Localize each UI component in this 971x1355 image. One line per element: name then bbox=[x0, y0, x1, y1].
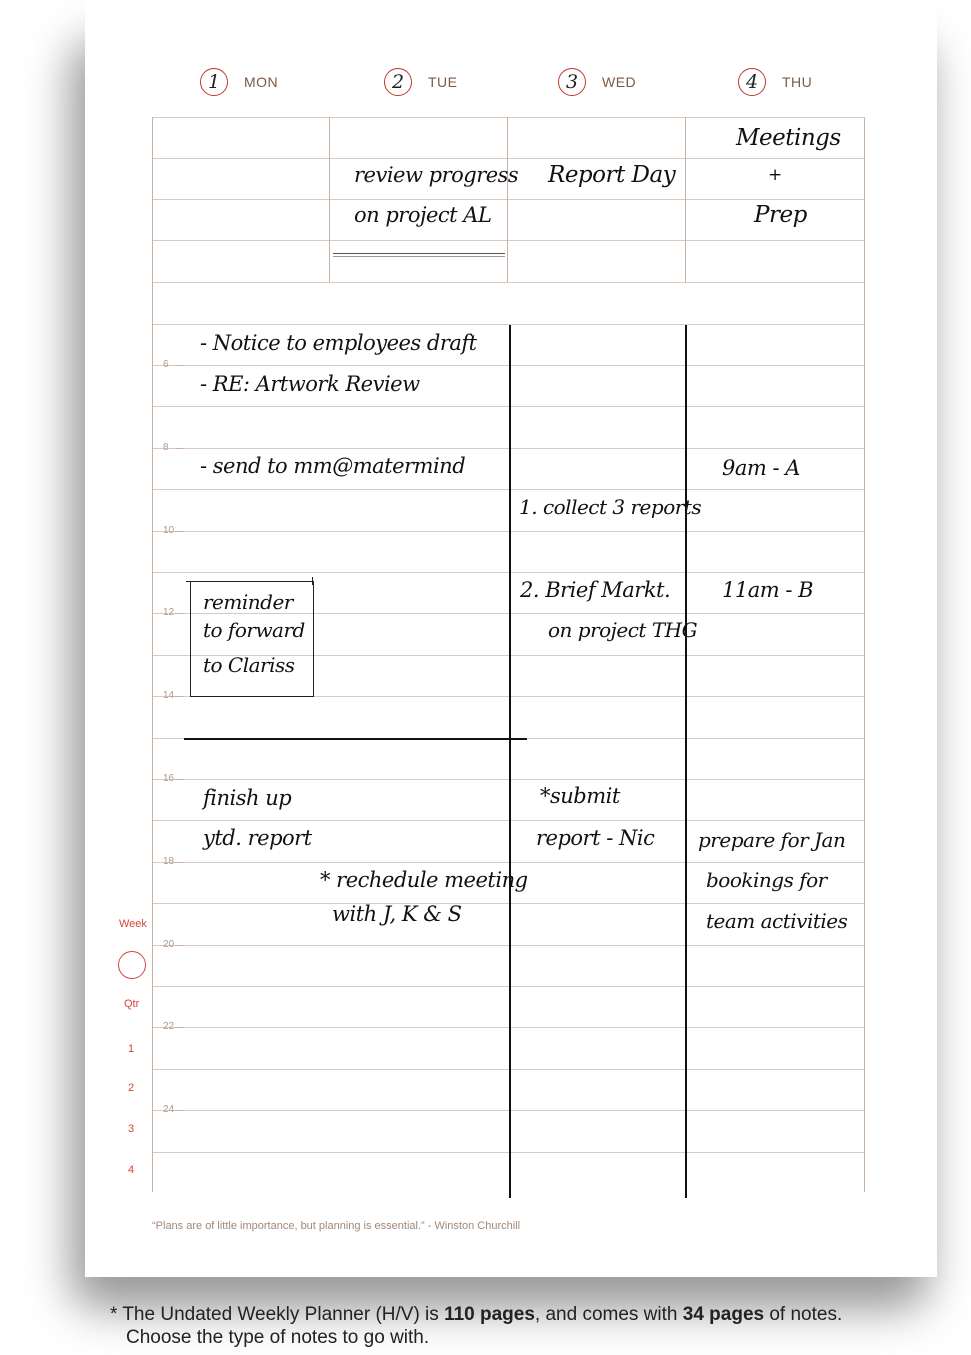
hour-label: 20 bbox=[163, 938, 175, 950]
ruled-line bbox=[152, 572, 864, 573]
day-name: THU bbox=[782, 74, 813, 90]
hour-label: 10 bbox=[163, 524, 175, 536]
footnote-text: * The Undated Weekly Planner (H/V) is bbox=[110, 1304, 445, 1325]
drawn-divider-line bbox=[685, 325, 687, 1198]
column-divider-wed-thu bbox=[685, 117, 686, 282]
ruled-line bbox=[152, 945, 864, 946]
footnote-text: , and comes with bbox=[534, 1304, 683, 1325]
day-number: 1 bbox=[200, 68, 228, 96]
qtr-label: Qtr bbox=[124, 998, 140, 1010]
hour-label: 8 bbox=[163, 441, 169, 453]
ruled-line bbox=[152, 489, 864, 490]
grid-right-border bbox=[864, 117, 865, 1192]
note-mon-box: reminder bbox=[203, 590, 293, 614]
note-thu: bookings for bbox=[706, 868, 827, 892]
note-wed: on project THG bbox=[548, 618, 698, 642]
week-label: Week bbox=[119, 918, 147, 930]
ruled-line bbox=[152, 1027, 864, 1028]
note-mon: with J, K & S bbox=[332, 902, 462, 926]
ruled-line bbox=[152, 903, 864, 904]
ruled-line bbox=[152, 986, 864, 987]
note-mon: - Notice to employees draft bbox=[200, 331, 477, 355]
note-thu: 9am - A bbox=[722, 456, 800, 480]
ruled-line bbox=[152, 1069, 864, 1070]
note-mon: - RE: Artwork Review bbox=[200, 372, 420, 396]
day-name: MON bbox=[244, 74, 279, 90]
note-mon-box: to forward bbox=[203, 618, 305, 642]
note-thu: team activities bbox=[706, 909, 848, 933]
note-thu: 11am - B bbox=[722, 578, 814, 602]
note-wed: 1. collect 3 reports bbox=[519, 495, 702, 519]
drawn-divider-line bbox=[509, 325, 511, 1198]
grid-left-border bbox=[152, 117, 153, 1192]
ruled-line bbox=[152, 406, 864, 407]
note-thu-top: Meetings bbox=[736, 125, 841, 151]
footnote-text: of notes. bbox=[764, 1304, 843, 1325]
qtr-1[interactable]: 1 bbox=[128, 1043, 135, 1055]
hour-label: 16 bbox=[163, 773, 175, 784]
day-header-wed bbox=[558, 68, 636, 96]
footnote-pages: 110 pages bbox=[444, 1304, 535, 1325]
day-number: 4 bbox=[738, 68, 766, 96]
ruled-line bbox=[152, 1110, 864, 1111]
day-number: 2 bbox=[384, 68, 412, 96]
column-divider-mon-tue bbox=[329, 117, 330, 282]
note-mon: * rechedule meeting bbox=[320, 868, 528, 892]
hour-label: 24 bbox=[163, 1104, 175, 1116]
ruled-line bbox=[152, 862, 864, 863]
ruled-line bbox=[152, 448, 864, 449]
box-corner bbox=[312, 577, 313, 585]
hour-label: 22 bbox=[163, 1021, 175, 1033]
ruled-line bbox=[152, 365, 864, 366]
day-number: 3 bbox=[558, 68, 586, 96]
ruled-line bbox=[152, 117, 864, 118]
note-wed-top: Report Day bbox=[548, 162, 676, 188]
ruled-line bbox=[152, 240, 864, 241]
day-name: TUE bbox=[428, 74, 458, 90]
drawn-underline bbox=[333, 253, 505, 257]
hour-label: 14 bbox=[163, 690, 175, 702]
day-header-tue bbox=[384, 68, 458, 96]
note-thu: prepare for Jan bbox=[698, 828, 846, 852]
qtr-4[interactable]: 4 bbox=[128, 1164, 135, 1176]
note-tue-top: on project AL bbox=[354, 203, 492, 227]
ruled-line bbox=[152, 820, 864, 821]
note-thu-top: + bbox=[768, 165, 782, 185]
ruled-line bbox=[152, 282, 864, 283]
quote: “Plans are of little importance, but planning is essential.” - Winston Churchill bbox=[152, 1220, 521, 1232]
note-mon-box: to Clariss bbox=[203, 653, 295, 677]
hour-label: 18 bbox=[163, 855, 175, 867]
note-wed: *submit bbox=[540, 784, 620, 808]
day-name: WED bbox=[602, 74, 637, 90]
footnote bbox=[110, 1303, 842, 1349]
note-wed: report - Nic bbox=[536, 826, 655, 850]
ruled-line bbox=[152, 779, 864, 780]
qtr-2[interactable]: 2 bbox=[128, 1082, 135, 1094]
note-thu-top: Prep bbox=[754, 202, 807, 228]
drawn-horizontal-line bbox=[184, 738, 527, 740]
ruled-line bbox=[152, 324, 864, 325]
day-header-thu bbox=[738, 68, 812, 96]
note-wed: 2. Brief Markt. bbox=[520, 578, 671, 602]
hour-label: 6 bbox=[163, 359, 169, 370]
ruled-line bbox=[152, 199, 864, 200]
week-circle[interactable] bbox=[118, 951, 146, 979]
note-mon: - send to mm@matermind bbox=[200, 454, 466, 478]
footnote-notes-pages: 34 pages bbox=[682, 1304, 765, 1325]
column-divider-tue-wed bbox=[507, 117, 508, 282]
note-mon: ytd. report bbox=[203, 826, 312, 850]
qtr-3[interactable]: 3 bbox=[128, 1123, 135, 1135]
ruled-line bbox=[152, 531, 864, 532]
note-tue-top: review progress bbox=[354, 163, 519, 187]
box-corner bbox=[186, 581, 194, 582]
ruled-line bbox=[152, 158, 864, 159]
hour-label: 12 bbox=[163, 607, 175, 619]
day-header-mon bbox=[200, 68, 278, 96]
ruled-line bbox=[152, 1152, 864, 1153]
note-mon: finish up bbox=[203, 786, 292, 810]
footnote-line2: Choose the type of notes to go with. bbox=[126, 1327, 430, 1348]
